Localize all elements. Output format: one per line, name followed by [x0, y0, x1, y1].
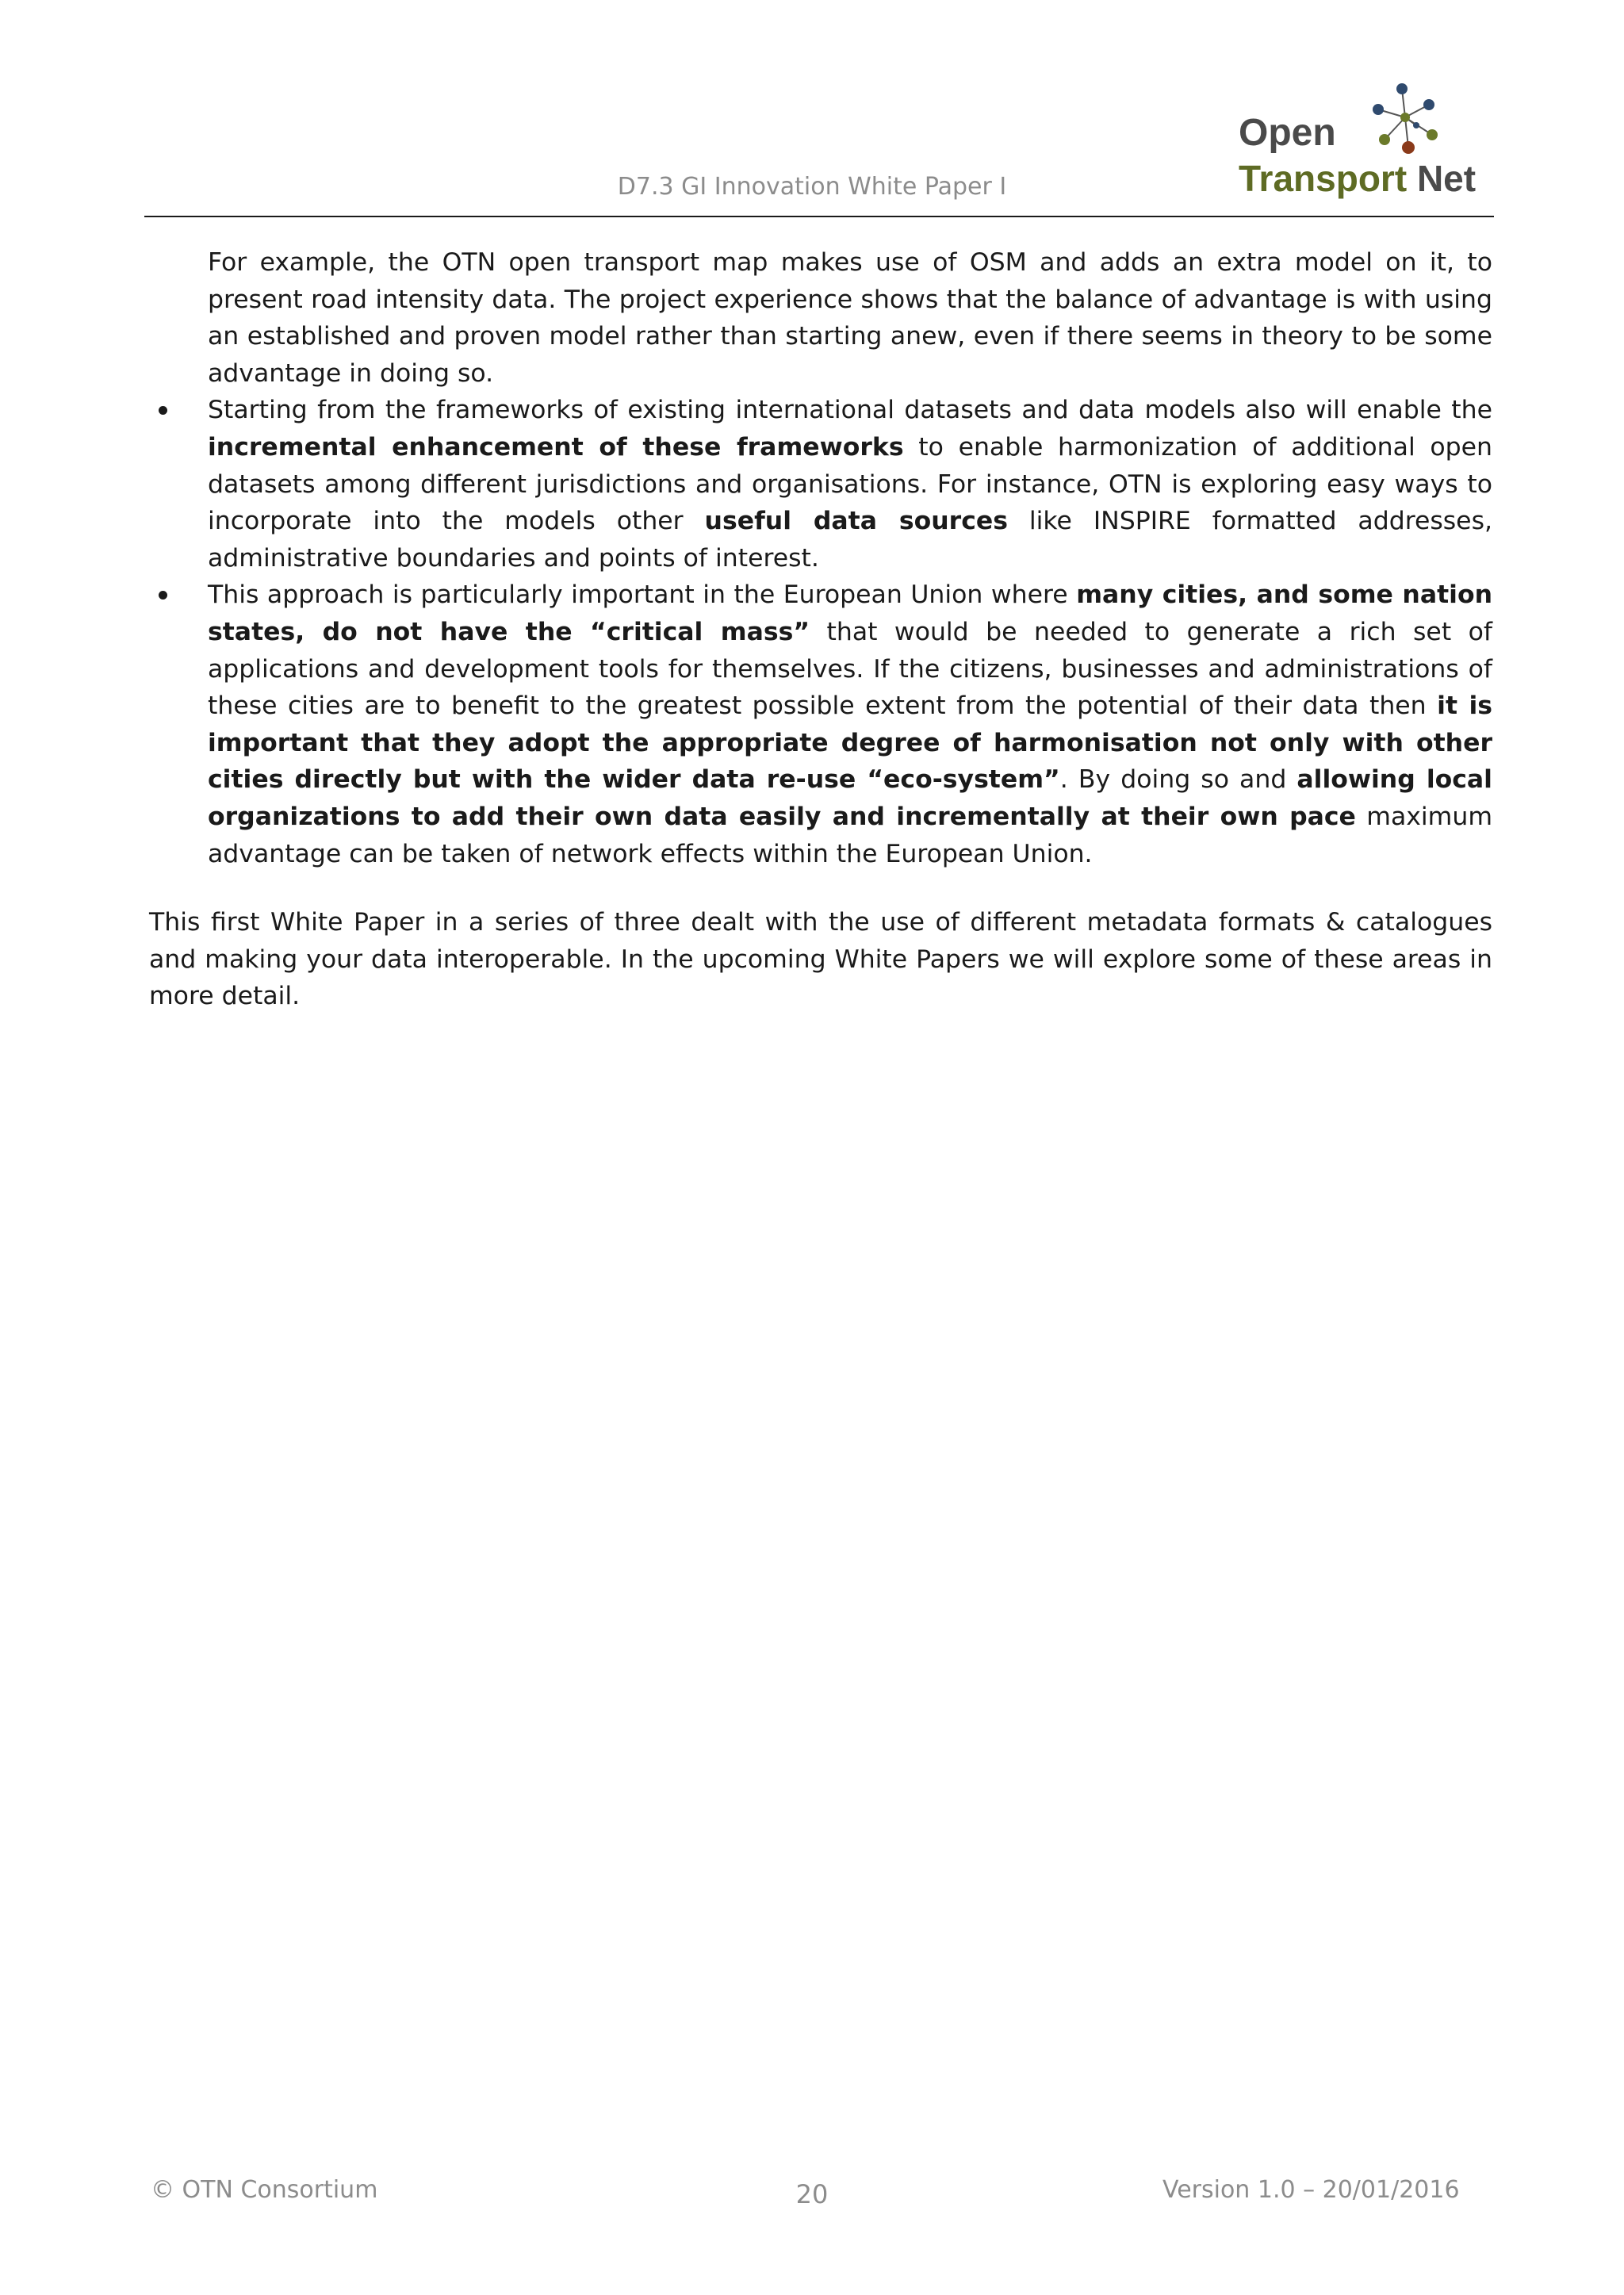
bullet-item-frameworks: [147, 392, 1492, 577]
logo-word-transport-net: [1239, 157, 1476, 200]
network-graph-icon: [1340, 79, 1459, 167]
logo-word-transport: Transport: [1239, 158, 1408, 199]
intro-paragraph: For example, the OTN open transport map makes use of OSM and adds an extra model on it, to present road intensity data. The project experience shows that the balance of advantage is with using an established and proven model rather than starting anew, even if there seems in theory to be some advantage in doing so.: [208, 248, 1492, 388]
text-run: that would be needed to generate a rich set of applications and development tools for themselves. If the citizens, businesses and administrations of these cities are to benefit to the greatest possible extent from the potential of their data then: [208, 617, 1492, 721]
bullet-text: [208, 577, 1492, 872]
bullet-text: [208, 392, 1492, 577]
bold-run: allowing local organizations to add their own data easily and incrementally at their own pace: [208, 765, 1492, 831]
logo-word-net: Net: [1416, 158, 1477, 199]
bold-run: many cities, and some nation states, do not have the “critical mass”: [208, 580, 1493, 646]
bold-run: useful data sources: [704, 507, 1009, 536]
text-run: like INSPIRE formatted addresses, administrative boundaries and points of interest.: [208, 507, 1492, 573]
header-divider: [144, 216, 1494, 217]
footer-copyright: © OTN Consortium: [151, 2176, 378, 2204]
text-run: maximum advantage can be taken of network effects within the European Union.: [208, 802, 1493, 868]
text-run: . By doing so and: [1059, 765, 1297, 795]
text-run: Starting from the frameworks of existing international datasets and data models also will enable the: [208, 396, 1492, 425]
document-header-title: D7.3 GI Innovation White Paper I: [617, 173, 1007, 201]
bullet-icon: [159, 406, 167, 415]
document-body: [147, 244, 1492, 1015]
footer-version: Version 1.0 – 20/01/2016: [1162, 2176, 1460, 2204]
bullet-item-european-union: [147, 577, 1492, 872]
bold-run: incremental enhancement of these frameworks: [208, 432, 904, 462]
footer-page-number: 20: [795, 2179, 829, 2209]
logo-word-open: Open: [1239, 112, 1336, 154]
text-run: This approach is particularly important in the European Union where: [208, 580, 1077, 610]
closing-paragraph: This first White Paper in a series of three dealt with the use of different metadata formats & catalogues and making your data interoperable. In the upcoming White Papers we will explore some of these areas in more detail.: [149, 908, 1492, 1011]
open-transport-net-logo: [1237, 79, 1491, 206]
text-run: to enable harmonization of additional open datasets among different jurisdictions and organisations. For instance, OTN is exploring easy ways to incorporate into the models other: [208, 432, 1492, 536]
bold-run: it is important that they adopt the appropriate degree of harmonisation not only with other cities directly but with the wider data re-use “eco-system”: [208, 692, 1492, 795]
bullet-icon: [159, 591, 167, 600]
